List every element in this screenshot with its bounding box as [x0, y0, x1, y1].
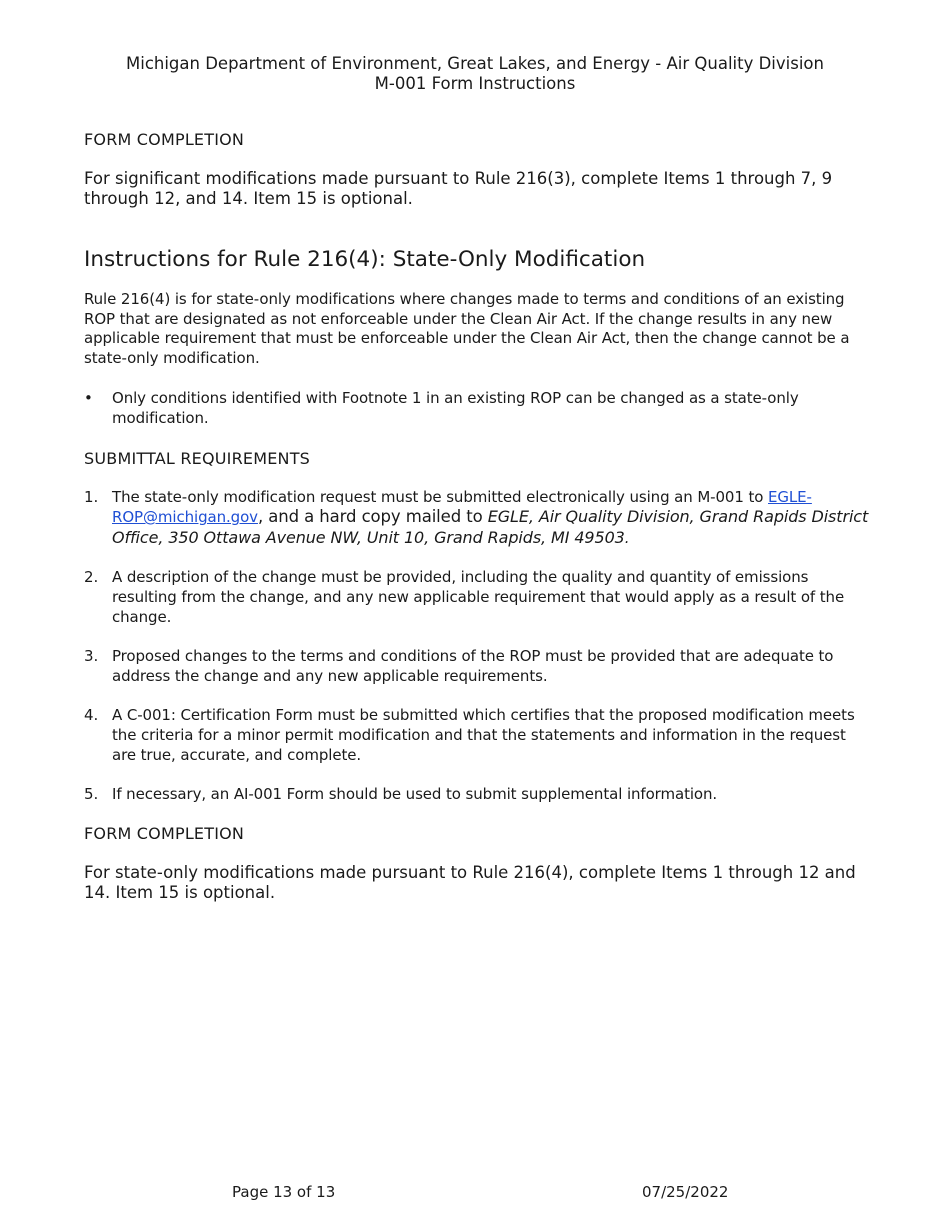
section-heading: Instructions for Rule 216(4): State-Only Modification	[84, 247, 646, 272]
form-completion-text-2: For state-only modifications made pursuant to Rule 216(4), complete Items 1 through 12 and 14. Item 15 is optional.	[84, 862, 856, 902]
bullet-text: Only conditions identified with Footnote 1 in an existing ROP can be changed as a state-only modification.	[112, 389, 799, 427]
item-number: 4.	[84, 706, 99, 725]
item-text-before: The state-only modification request must be submitted electronically using an M-001 to	[112, 487, 769, 506]
bullet-marker: •	[84, 389, 93, 408]
requirement-item-4	[84, 706, 874, 765]
revision-date: 07/25/2022	[642, 1183, 729, 1201]
item-number: 3.	[84, 647, 99, 666]
document-header	[0, 54, 950, 94]
mailing-address: EGLE, Air Quality Division, Grand Rapids District Office, 350 Ottawa Avenue NW, Unit 10, Grand Rapids, MI 49503	[112, 507, 869, 547]
item-text: A description of the change must be provided, including the quality and quantity of emissions resulting from the change, and any new applicable requirement that would apply as a result of the change.	[112, 568, 845, 626]
requirement-item-5	[84, 785, 874, 805]
item-text: If necessary, an AI-001 Form should be used to submit supplemental information.	[112, 785, 718, 804]
bullet-item	[84, 389, 874, 428]
email-link[interactable]: EGLE-ROP@michigan.gov	[112, 487, 812, 527]
requirement-item-1	[84, 488, 874, 549]
item-text: Proposed changes to the terms and conditions of the ROP must be provided that are adequate to address the change and any new applicable requirements.	[112, 647, 834, 685]
item-number: 5.	[84, 785, 99, 804]
form-completion-text: For significant modifications made pursuant to Rule 216(3), complete Items 1 through 7, 9 through 12, and 14. Item 15 is optional.	[84, 169, 833, 208]
item-text-after: .	[624, 528, 630, 547]
item-number: 2.	[84, 568, 99, 587]
section-label-form-completion-2: FORM COMPLETION	[84, 823, 245, 843]
agency-title: Michigan Department of Environment, Great Lakes, and Energy - Air Quality Division	[126, 54, 824, 73]
item-text-middle: , and a hard copy mailed to	[257, 507, 488, 527]
section-label-form-completion: FORM COMPLETION	[84, 130, 245, 149]
requirement-item-3	[84, 647, 874, 686]
item-number: 1.	[84, 487, 99, 506]
rule-intro-paragraph: Rule 216(4) is for state-only modifications where changes made to terms and conditions of an existing ROP that are designated as not enforceable under the Clean Air Act. If the change results in any new applicable requirement that must be enforceable under the Clean Air Act, then the change cannot be a state-only modification.	[84, 290, 850, 367]
requirement-item-2	[84, 568, 874, 627]
page-number: Page 13 of 13	[232, 1183, 336, 1201]
form-title: M-001 Form Instructions	[374, 74, 576, 93]
item-text: A C-001: Certification Form must be submitted which certifies that the proposed modification meets the criteria for a minor permit modification and that the statements and information in the request are true, accurate, and complete.	[112, 706, 855, 764]
section-label-submittal: SUBMITTAL REQUIREMENTS	[84, 448, 311, 468]
document-body	[84, 130, 874, 903]
